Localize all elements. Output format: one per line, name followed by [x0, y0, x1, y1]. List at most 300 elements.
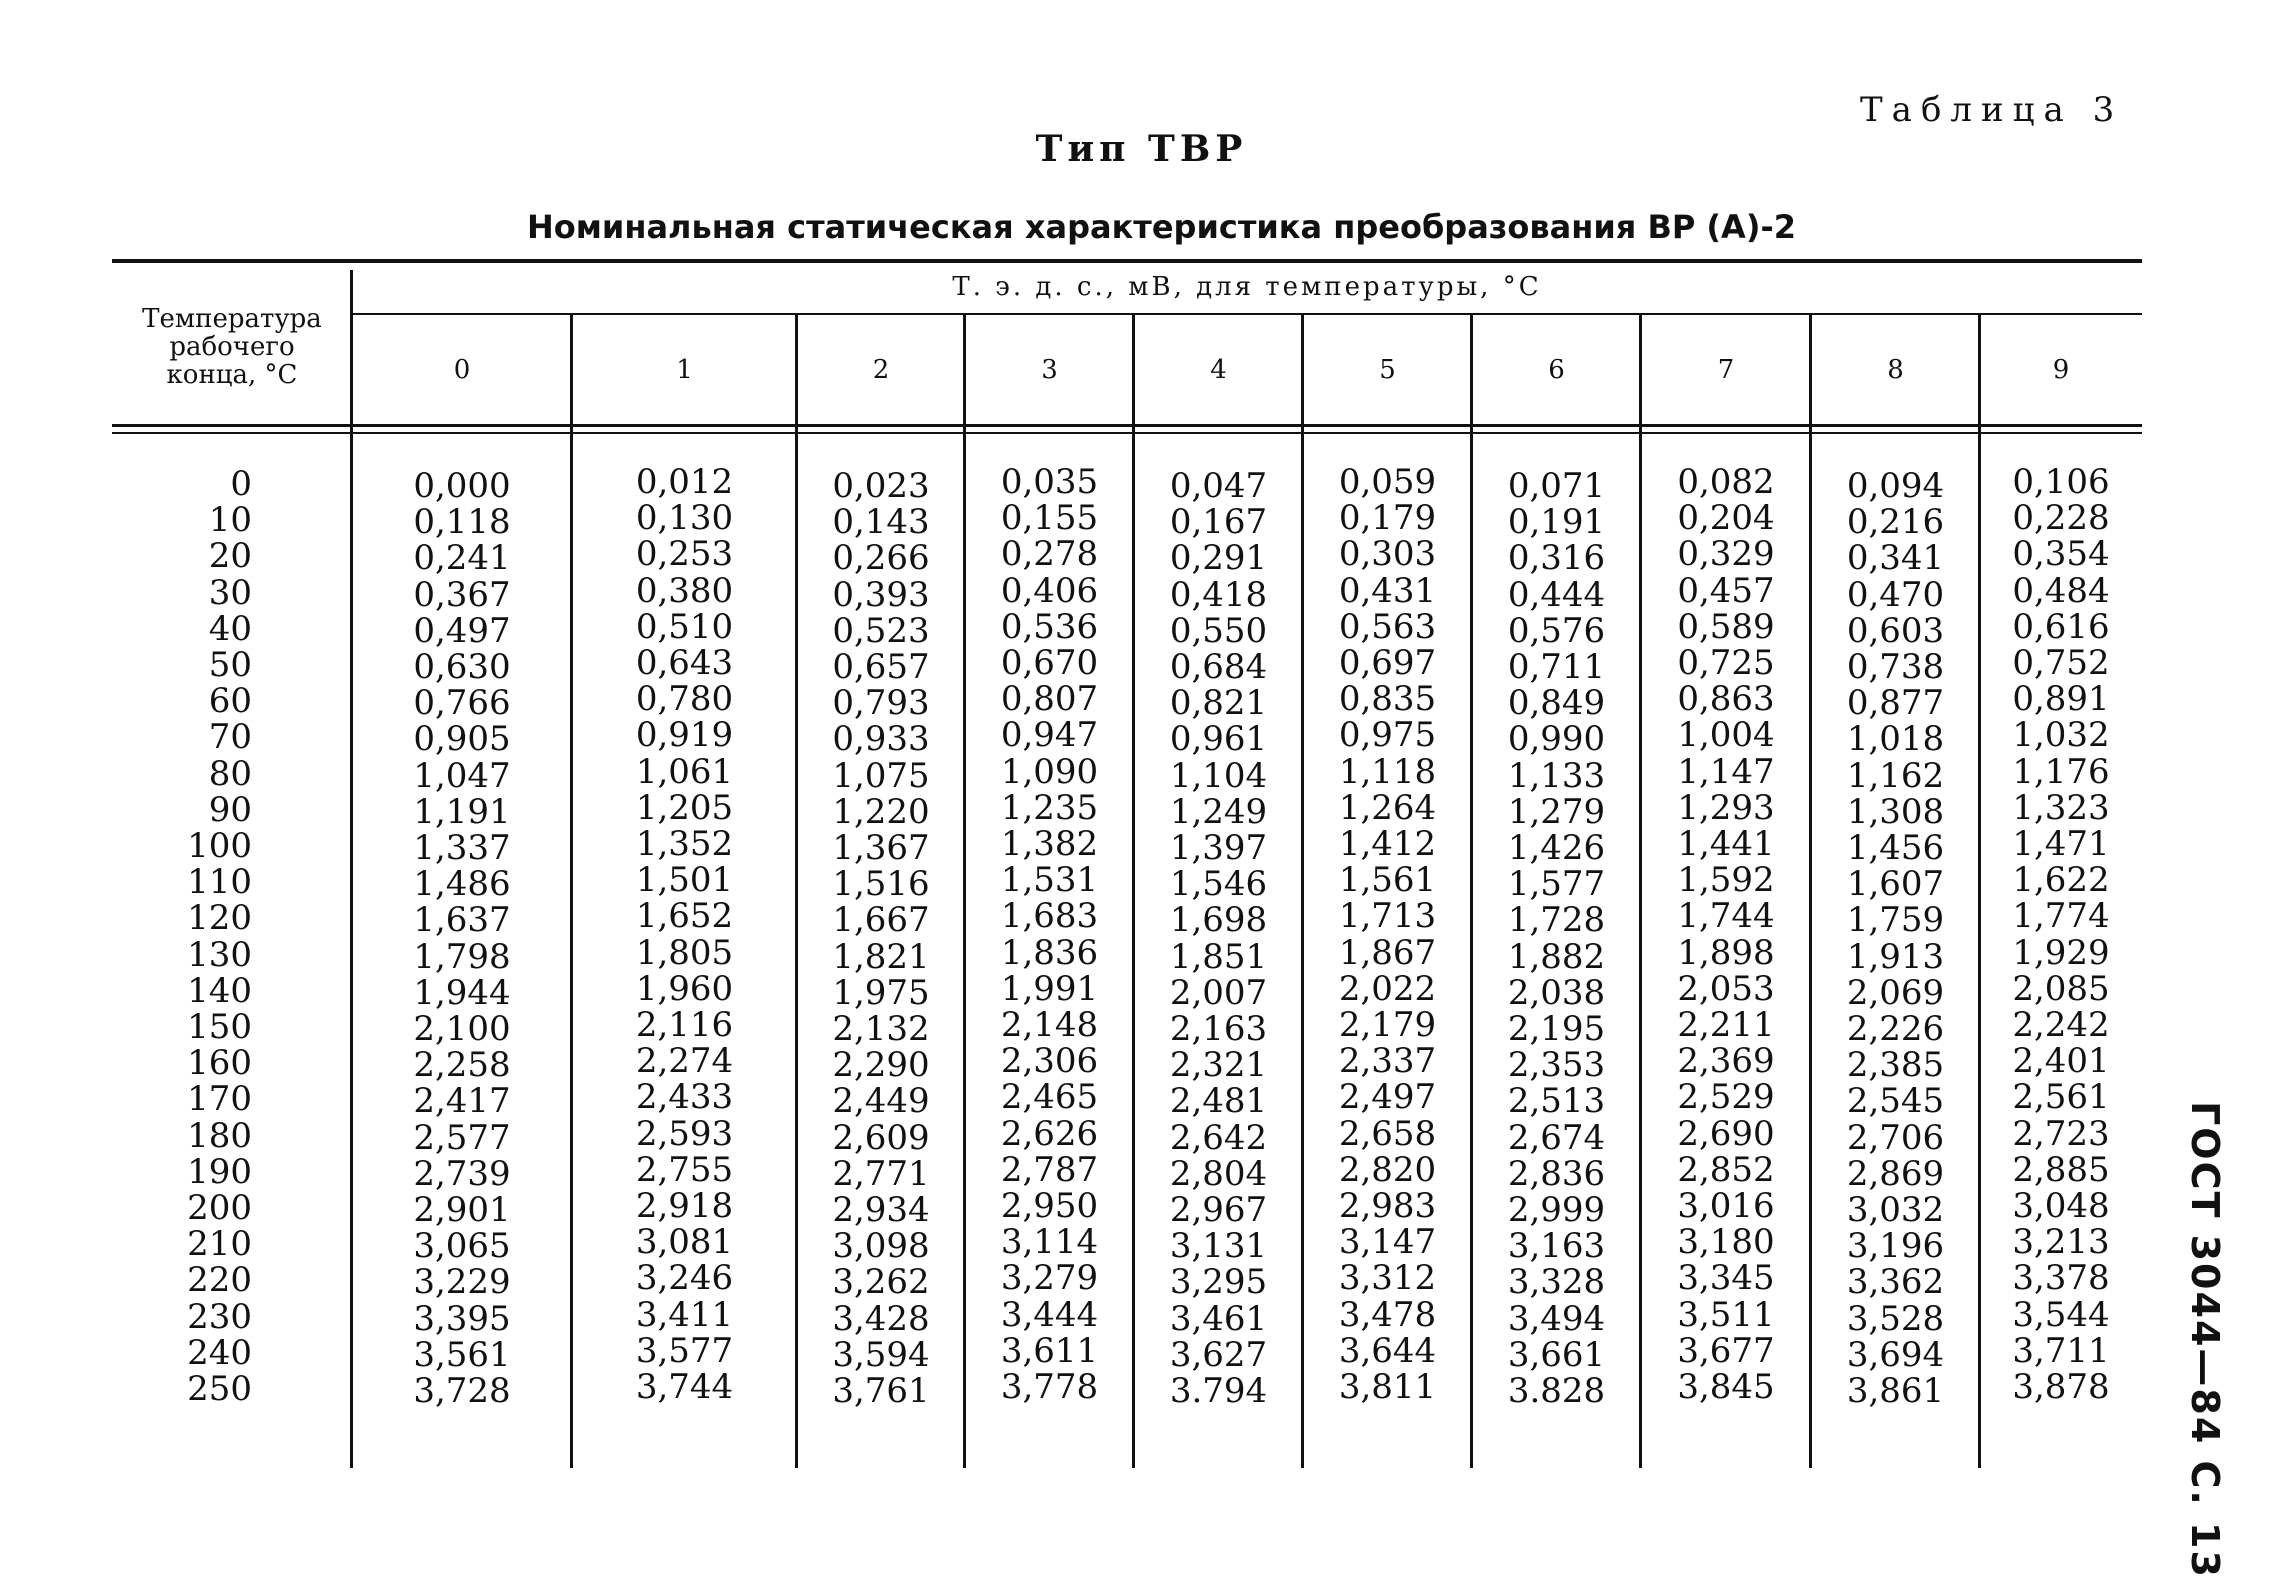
- emf-value-cell: 0,877: [1846, 683, 1945, 724]
- emf-value-cell: 2,869: [1846, 1153, 1945, 1194]
- emf-value-cell: 3,594: [832, 1334, 930, 1375]
- row-header-line-2: рабочего: [169, 332, 295, 362]
- emf-value-cell: 3,878: [2012, 1367, 2110, 1407]
- emf-value-cell: 0,603: [1846, 610, 1945, 651]
- emf-value-cell: 2,739: [413, 1153, 511, 1194]
- emf-value-cell: 1,147: [1677, 751, 1775, 792]
- emf-value-cell: 0,766: [413, 683, 511, 724]
- row-temperature: 130: [187, 934, 252, 975]
- emf-value-cell: 1,728: [1507, 900, 1606, 941]
- emf-value-cell: 0,393: [832, 574, 930, 615]
- emf-value-cell: 0,643: [635, 643, 734, 683]
- emf-value-cell: 0,657: [832, 647, 930, 687]
- emf-value-cell: 2,022: [1338, 968, 1437, 1009]
- row-temperature: 220: [187, 1260, 252, 1301]
- emf-value-cell: 3,098: [832, 1226, 930, 1267]
- emf-value-cell: 0,630: [413, 647, 511, 687]
- emf-value-cell: 3,081: [635, 1222, 734, 1263]
- emf-value-cell: 0,891: [2012, 679, 2110, 720]
- emf-value-cell: 1,032: [2012, 715, 2110, 756]
- emf-value-cell: 3,444: [1000, 1294, 1099, 1335]
- emf-value-cell: 1,162: [1846, 755, 1945, 796]
- emf-value-cell: 3,016: [1677, 1186, 1775, 1226]
- emf-value-cell: 0,444: [1507, 574, 1606, 615]
- emf-value-cell: 2,626: [1000, 1113, 1099, 1154]
- emf-value-cell: 2,804: [1169, 1153, 1268, 1194]
- emf-value-cell: 0,484: [2012, 570, 2110, 611]
- emf-value-cell: 3,065: [413, 1226, 511, 1267]
- emf-value-cell: 3,295: [1169, 1262, 1268, 1303]
- emf-value-cell: 2,258: [413, 1045, 511, 1086]
- emf-value-cell: 1,698: [1169, 900, 1268, 941]
- emf-value-cell: 3,362: [1846, 1262, 1945, 1303]
- emf-value-cell: 0,241: [413, 538, 511, 579]
- row-temperature: 20: [208, 536, 252, 577]
- row-temperature: 70: [208, 717, 252, 758]
- emf-value-cell: 1,133: [1507, 755, 1606, 796]
- column-header: 6: [1548, 354, 1565, 385]
- emf-value-cell: 0,316: [1507, 538, 1606, 579]
- emf-value-cell: 3,461: [1169, 1298, 1268, 1339]
- emf-value-cell: 0,106: [2012, 462, 2110, 502]
- emf-value-cell: 2,481: [1169, 1081, 1268, 1122]
- row-temperature: 120: [187, 898, 252, 939]
- emf-value-cell: 1,592: [1677, 860, 1775, 901]
- emf-value-cell: 1,805: [635, 932, 734, 973]
- column-header: 9: [2052, 354, 2070, 385]
- emf-value-cell: 0,341: [1846, 538, 1945, 579]
- emf-value-cell: 1,882: [1507, 936, 1606, 977]
- emf-value-cell: 1,293: [1677, 787, 1775, 828]
- emf-value-cell: 3,761: [832, 1371, 930, 1411]
- emf-value-cell: 0,849: [1507, 683, 1606, 724]
- emf-value-cell: 0,143: [832, 502, 930, 543]
- emf-value-cell: 3,428: [832, 1298, 930, 1339]
- emf-value-cell: 0,367: [413, 574, 511, 615]
- emf-value-cell: 2,513: [1507, 1081, 1606, 1122]
- emf-value-cell: 2,642: [1169, 1117, 1268, 1158]
- emf-value-cell: 3,395: [413, 1298, 511, 1339]
- emf-value-cell: 1,867: [1338, 932, 1437, 973]
- row-temperature: 200: [187, 1188, 252, 1228]
- column-header: 2: [872, 354, 890, 385]
- type-title: Тип ТВР: [1035, 128, 1248, 170]
- emf-value-cell: 1,176: [2012, 751, 2110, 792]
- emf-value-cell: 0,470: [1846, 574, 1945, 615]
- row-temperature: 50: [208, 645, 252, 685]
- emf-value-cell: 3,611: [1000, 1330, 1099, 1371]
- emf-value-cell: 0,589: [1677, 606, 1775, 647]
- emf-value-cell: 2,690: [1677, 1113, 1775, 1154]
- row-header-line-3: конца, °С: [166, 360, 298, 390]
- emf-value-cell: 2,242: [2012, 1005, 2110, 1045]
- emf-value-cell: 3,845: [1677, 1367, 1775, 1407]
- row-temperature: 30: [208, 572, 252, 613]
- emf-value-cell: 2,116: [635, 1005, 734, 1045]
- emf-value-cell: 3,328: [1507, 1262, 1606, 1303]
- emf-value-cell: 0,457: [1677, 570, 1775, 611]
- emf-value-cell: 1,577: [1507, 864, 1606, 905]
- emf-value-cell: 1,075: [832, 755, 930, 796]
- emf-value-cell: 0,550: [1169, 610, 1268, 651]
- emf-value-cell: 0,961: [1169, 719, 1268, 760]
- emf-value-cell: 1,501: [635, 860, 734, 901]
- emf-value-cell: 2,967: [1169, 1190, 1268, 1230]
- emf-value-cell: 0,228: [2012, 498, 2110, 539]
- row-temperature: 60: [208, 681, 252, 722]
- emf-value-cell: 1,426: [1507, 828, 1606, 868]
- emf-value-cell: 0,216: [1846, 502, 1945, 543]
- row-temperature: 180: [187, 1115, 252, 1156]
- emf-value-cell: 2,609: [832, 1117, 930, 1158]
- emf-value-cell: 3,262: [832, 1262, 930, 1303]
- emf-value-cell: 3,694: [1846, 1334, 1945, 1375]
- emf-value-cell: 3,478: [1338, 1294, 1437, 1335]
- emf-value-cell: 0,082: [1677, 462, 1775, 502]
- emf-value-cell: 0,807: [1000, 679, 1099, 720]
- emf-value-cell: 0,576: [1507, 610, 1606, 651]
- emf-value-cell: 1,713: [1338, 896, 1437, 937]
- emf-value-cell: 2,337: [1338, 1041, 1437, 1082]
- emf-value-cell: 3,861: [1846, 1371, 1945, 1411]
- emf-value-cell: 1,220: [832, 791, 930, 832]
- emf-value-cell: 0,329: [1677, 534, 1775, 575]
- emf-value-cell: 0,536: [1000, 606, 1099, 647]
- emf-value-cell: 2,148: [1000, 1005, 1099, 1045]
- table-caption: Номинальная статическая характеристика преобразования ВР (А)-2: [527, 208, 1796, 246]
- emf-value-cell: 1,821: [832, 936, 930, 977]
- emf-value-cell: 2,211: [1677, 1005, 1775, 1045]
- emf-value-cell: 2,934: [832, 1190, 930, 1230]
- table-top-rule: [112, 259, 2142, 263]
- emf-value-cell: 2,179: [1338, 1005, 1437, 1045]
- emf-value-cell: 1,118: [1338, 751, 1437, 792]
- emf-value-cell: 1,652: [635, 896, 734, 937]
- row-temperature: 0: [230, 464, 252, 504]
- emf-value-cell: 3,677: [1677, 1330, 1775, 1371]
- emf-value-cell: 2,007: [1169, 972, 1268, 1013]
- emf-value-cell: 2,577: [413, 1117, 511, 1158]
- emf-value-cell: 3,728: [413, 1371, 511, 1411]
- emf-value-cell: 0,780: [635, 679, 734, 720]
- row-temperature: 100: [187, 826, 252, 866]
- emf-value-cell: 2,820: [1338, 1149, 1437, 1190]
- emf-value-cell: 1,367: [832, 828, 930, 868]
- emf-value-cell: 2,085: [2012, 968, 2110, 1009]
- emf-value-cell: 3,411: [635, 1294, 734, 1335]
- emf-value-cell: 2,529: [1677, 1077, 1775, 1118]
- emf-value-cell: 2,983: [1338, 1186, 1437, 1226]
- emf-value-cell: 3,627: [1169, 1334, 1268, 1375]
- emf-value-cell: 1,397: [1169, 828, 1268, 868]
- emf-value-cell: 1,622: [2012, 860, 2110, 901]
- emf-value-cell: 2,195: [1507, 1009, 1606, 1049]
- emf-value-cell: 1,607: [1846, 864, 1945, 905]
- emf-value-cell: 3,528: [1846, 1298, 1945, 1339]
- emf-value-cell: 2,950: [1000, 1186, 1099, 1226]
- emf-value-cell: 1,456: [1846, 828, 1945, 868]
- emf-value-cell: 0,835: [1338, 679, 1437, 720]
- emf-value-cell: 3.794: [1169, 1371, 1268, 1411]
- emf-value-cell: 1,851: [1169, 936, 1268, 977]
- emf-value-cell: 0,933: [832, 719, 930, 760]
- emf-value-cell: 0,167: [1169, 502, 1268, 543]
- emf-value-cell: 1,561: [1338, 860, 1437, 901]
- emf-value-cell: 1,913: [1846, 936, 1945, 977]
- emf-value-cell: 0,821: [1169, 683, 1268, 724]
- emf-value-cell: 1,191: [413, 791, 511, 832]
- emf-value-cell: 3,644: [1338, 1330, 1437, 1371]
- row-temperature: 190: [187, 1151, 252, 1192]
- emf-value-cell: 1,774: [2012, 896, 2110, 937]
- emf-value-cell: 1,264: [1338, 787, 1437, 828]
- emf-value-cell: 0,406: [1000, 570, 1099, 611]
- emf-header-rule: [352, 313, 2142, 315]
- row-temperature: 160: [187, 1043, 252, 1084]
- emf-value-cell: 1,352: [635, 824, 734, 864]
- row-temperature: 140: [187, 970, 252, 1011]
- emf-value-cell: 1,744: [1677, 896, 1775, 937]
- emf-value-cell: 1,486: [413, 864, 511, 905]
- header-bottom-rule-2: [112, 432, 2142, 434]
- emf-value-cell: 1,308: [1846, 791, 1945, 832]
- column-header: 1: [676, 354, 693, 385]
- emf-value-cell: 0,523: [832, 610, 930, 651]
- emf-value-cell: 0,179: [1338, 498, 1437, 539]
- emf-value-cell: 2,353: [1507, 1045, 1606, 1086]
- emf-value-cell: 0,711: [1507, 647, 1606, 687]
- emf-value-cell: 3,544: [2012, 1294, 2110, 1335]
- emf-value-cell: 3,131: [1169, 1226, 1268, 1267]
- emf-value-cell: 0,793: [832, 683, 930, 724]
- emf-value-cell: 2,038: [1507, 972, 1606, 1013]
- emf-value-cell: 3,494: [1507, 1298, 1606, 1339]
- emf-value-cell: 3,312: [1338, 1258, 1437, 1299]
- emf-value-cell: 3,811: [1338, 1367, 1437, 1407]
- header-bottom-rule: [112, 424, 2142, 427]
- row-temperature: 40: [208, 608, 252, 649]
- emf-value-cell: 0,000: [413, 466, 511, 506]
- row-temperature: 90: [208, 789, 252, 830]
- emf-value-cell: 1,047: [413, 755, 511, 796]
- emf-value-cell: 2,755: [635, 1149, 734, 1190]
- emf-value-cell: 3,511: [1677, 1294, 1775, 1335]
- emf-value-cell: 2,226: [1846, 1009, 1945, 1049]
- emf-value-cell: 1,061: [635, 751, 734, 792]
- emf-value-cell: 3,577: [635, 1330, 734, 1371]
- emf-value-cell: 3,147: [1338, 1222, 1437, 1263]
- column-header: 5: [1379, 354, 1396, 385]
- emf-value-cell: 2,723: [2012, 1113, 2110, 1154]
- standard-code-text: ГОСТ 3044—84 С. 13: [2183, 1101, 2227, 1579]
- emf-value-cell: 0,947: [1000, 715, 1099, 756]
- emf-value-cell: 1,205: [635, 787, 734, 828]
- emf-value-cell: 2,852: [1677, 1149, 1775, 1190]
- emf-value-cell: 2,100: [413, 1009, 511, 1049]
- emf-value-cell: 0,919: [635, 715, 734, 756]
- row-temperature: 170: [187, 1079, 252, 1120]
- emf-value-cell: 0,431: [1338, 570, 1437, 611]
- row-temperature: 210: [187, 1224, 252, 1265]
- emf-value-cell: 2,449: [832, 1081, 930, 1122]
- row-temperature: 230: [187, 1296, 252, 1337]
- emf-value-cell: 2,417: [413, 1081, 511, 1122]
- emf-value-cell: 1,018: [1846, 719, 1945, 760]
- emf-value-cell: 1,382: [1000, 824, 1099, 864]
- emf-value-cell: 2,836: [1507, 1153, 1606, 1194]
- column-header: 3: [1041, 354, 1058, 385]
- emf-value-cell: 0,380: [635, 570, 734, 611]
- emf-value-cell: 1,546: [1169, 864, 1268, 905]
- emf-value-cell: 0,863: [1677, 679, 1775, 720]
- emf-value-cell: 3,213: [2012, 1222, 2110, 1263]
- emf-value-cell: 2,771: [832, 1153, 930, 1194]
- emf-value-cell: 1,090: [1000, 751, 1099, 792]
- emf-value-cell: 3,744: [635, 1367, 734, 1407]
- emf-value-cell: 2,369: [1677, 1041, 1775, 1082]
- emf-value-cell: 0,278: [1000, 534, 1099, 575]
- emf-value-cell: 2,674: [1507, 1117, 1606, 1158]
- emf-value-cell: 2,593: [635, 1113, 734, 1154]
- emf-value-cell: 1,441: [1677, 824, 1775, 864]
- emf-value-cell: 2,885: [2012, 1149, 2110, 1190]
- emf-value-cell: 2,069: [1846, 972, 1945, 1013]
- row-temperature: 80: [208, 753, 252, 794]
- emf-value-cell: 2,918: [635, 1186, 734, 1226]
- row-temperature: 250: [187, 1369, 252, 1409]
- emf-value-cell: 2,999: [1507, 1190, 1606, 1230]
- emf-value-cell: 2,545: [1846, 1081, 1945, 1122]
- emf-value-cell: 0,418: [1169, 574, 1268, 615]
- emf-value-cell: 1,944: [413, 972, 511, 1013]
- emf-value-cell: 0,266: [832, 538, 930, 579]
- emf-value-cell: 1,798: [413, 936, 511, 977]
- emf-value-cell: 1,531: [1000, 860, 1099, 901]
- emf-value-cell: 0,059: [1338, 462, 1437, 502]
- emf-value-cell: 2,787: [1000, 1149, 1099, 1190]
- emf-value-cell: 0,738: [1846, 647, 1945, 687]
- emf-value-cell: 0,303: [1338, 534, 1437, 575]
- emf-value-cell: 0,130: [635, 498, 734, 539]
- column-header: 7: [1717, 354, 1735, 385]
- emf-value-cell: 3,163: [1507, 1226, 1606, 1267]
- emf-value-cell: 1,975: [832, 972, 930, 1013]
- emf-value-cell: 0,035: [1000, 462, 1099, 502]
- emf-value-cell: 2,132: [832, 1009, 930, 1049]
- emf-value-cell: 3,180: [1677, 1222, 1775, 1263]
- emf-value-cell: 0,616: [2012, 606, 2110, 647]
- emf-value-cell: 2,658: [1338, 1113, 1437, 1154]
- emf-value-cell: 2,053: [1677, 968, 1775, 1009]
- emf-value-cell: 1,249: [1169, 791, 1268, 832]
- emf-value-cell: 0,071: [1507, 466, 1606, 506]
- emf-header: Т. э. д. с., мВ, для температуры, °С: [952, 272, 1542, 302]
- emf-value-cell: 0,563: [1338, 606, 1437, 647]
- emf-value-cell: 0,990: [1507, 719, 1606, 760]
- emf-value-cell: 0,012: [635, 462, 734, 502]
- emf-value-cell: 2,401: [2012, 1041, 2110, 1082]
- emf-value-cell: 1,759: [1846, 900, 1945, 941]
- row-temperature: 10: [208, 500, 252, 541]
- emf-value-cell: 1,279: [1507, 791, 1606, 832]
- emf-value-cell: 1,235: [1000, 787, 1099, 828]
- emf-value-cell: 0,253: [635, 534, 734, 575]
- emf-value-cell: 0,191: [1507, 502, 1606, 543]
- emf-value-cell: 3,246: [635, 1258, 734, 1299]
- emf-value-cell: 0,684: [1169, 647, 1268, 687]
- emf-value-cell: 2,163: [1169, 1009, 1268, 1049]
- emf-value-cell: 1,323: [2012, 787, 2110, 828]
- temperature-column-header: [112, 305, 352, 389]
- emf-value-cell: 0,047: [1169, 466, 1268, 506]
- emf-value-cell: 1,412: [1338, 824, 1437, 864]
- emf-value-cell: 3,229: [413, 1262, 511, 1303]
- column-header: 8: [1887, 354, 1904, 385]
- emf-value-cell: 0,670: [1000, 643, 1099, 683]
- emf-value-cell: 0,291: [1169, 538, 1268, 579]
- emf-value-cell: 1,929: [2012, 932, 2110, 973]
- emf-value-cell: 1,104: [1169, 755, 1268, 796]
- emf-value-cell: 1,667: [832, 900, 930, 941]
- emf-value-cell: 3,778: [1000, 1367, 1099, 1407]
- emf-value-cell: 2,306: [1000, 1041, 1099, 1082]
- emf-value-cell: 3,048: [2012, 1186, 2110, 1226]
- emf-value-cell: 0,094: [1846, 466, 1945, 506]
- emf-value-cell: 3,279: [1000, 1258, 1099, 1299]
- emf-value-cell: 2,321: [1169, 1045, 1268, 1086]
- row-temperature: 150: [187, 1007, 252, 1047]
- emf-value-cell: 1,683: [1000, 896, 1099, 937]
- emf-value-cell: 2,290: [832, 1045, 930, 1086]
- emf-value-cell: 0,975: [1338, 715, 1437, 756]
- emf-value-cell: 0,752: [2012, 643, 2110, 683]
- emf-value-cell: 1,471: [2012, 824, 2110, 864]
- emf-value-cell: 2,497: [1338, 1077, 1437, 1118]
- emf-value-cell: 3,032: [1846, 1190, 1945, 1230]
- emf-value-cell: 1,836: [1000, 932, 1099, 973]
- emf-value-cell: 3,561: [413, 1334, 511, 1375]
- emf-value-cell: 2,465: [1000, 1077, 1099, 1118]
- row-header-line-1: Температура: [142, 304, 322, 334]
- emf-value-cell: 0,497: [413, 610, 511, 651]
- emf-value-cell: 1,960: [635, 968, 734, 1009]
- emf-value-cell: 3,196: [1846, 1226, 1945, 1267]
- column-header: 0: [453, 354, 471, 385]
- emf-value-cell: 2,433: [635, 1077, 734, 1118]
- emf-value-cell: 0,204: [1677, 498, 1775, 539]
- emf-value-cell: 0,155: [1000, 498, 1099, 539]
- emf-value-cell: 0,725: [1677, 643, 1775, 683]
- emf-value-cell: 3,345: [1677, 1258, 1775, 1299]
- emf-value-cell: 0,697: [1338, 643, 1437, 683]
- emf-value-cell: 3,114: [1000, 1222, 1099, 1263]
- emf-value-cell: 3.828: [1507, 1371, 1606, 1411]
- emf-value-cell: 1,637: [413, 900, 511, 941]
- row-temperature: 110: [187, 862, 252, 903]
- emf-value-cell: 0,023: [832, 466, 930, 506]
- emf-value-cell: 0,354: [2012, 534, 2110, 575]
- emf-value-cell: 2,706: [1846, 1117, 1945, 1158]
- emf-value-cell: 0,905: [413, 719, 511, 760]
- emf-value-cell: 0,118: [413, 502, 511, 543]
- row-temperature: 240: [187, 1332, 252, 1373]
- emf-value-cell: 2,385: [1846, 1045, 1945, 1086]
- emf-value-cell: 3,661: [1507, 1334, 1606, 1375]
- column-header: 4: [1210, 354, 1227, 385]
- emf-value-cell: 1,898: [1677, 932, 1775, 973]
- emf-value-cell: 0,510: [635, 606, 734, 647]
- emf-value-cell: 2,274: [635, 1041, 734, 1082]
